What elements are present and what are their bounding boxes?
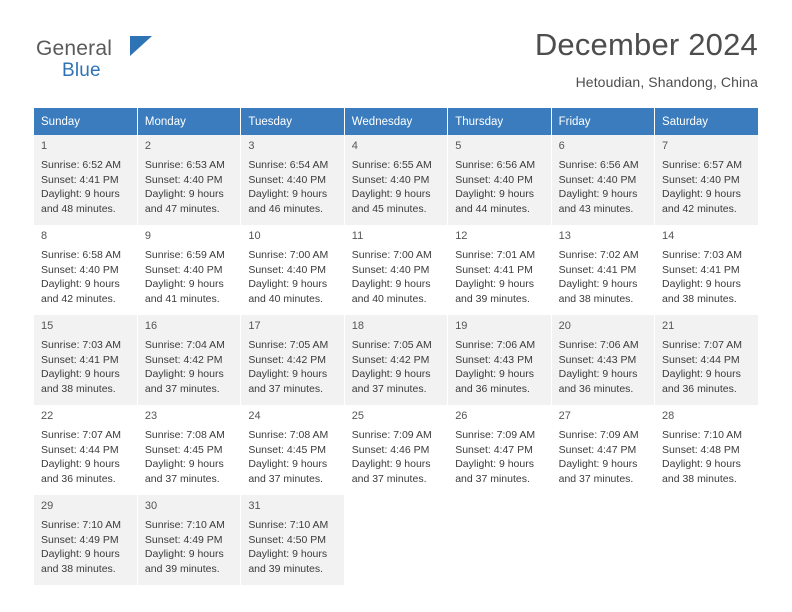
day-detail-line: Sunset: 4:42 PM — [144, 353, 223, 366]
day-detail-line: Sunset: 4:41 PM — [41, 173, 119, 186]
calendar-day-cell — [551, 405, 654, 495]
day-detail-line: and 37 minutes. — [351, 383, 427, 396]
day-number: 26 — [455, 410, 468, 422]
calendar-week-row — [34, 315, 758, 405]
day-number: 3 — [248, 140, 255, 152]
day-number: 11 — [351, 230, 364, 242]
day-detail-line: Sunset: 4:42 PM — [248, 353, 326, 366]
calendar-day-cell — [655, 315, 758, 405]
calendar-day-cell-empty — [344, 495, 447, 585]
day-detail-line: and 37 minutes. — [248, 473, 324, 486]
calendar-day-cell — [241, 315, 344, 405]
calendar-day-cell — [137, 405, 240, 495]
day-detail-line: Daylight: 9 hours — [351, 368, 431, 381]
day-detail-line: and 40 minutes. — [351, 293, 427, 306]
calendar-day-cell — [344, 225, 447, 315]
day-detail-line: Sunrise: 7:10 AM — [41, 518, 121, 531]
day-detail-line: Sunset: 4:40 PM — [455, 173, 533, 186]
day-detail-line: Daylight: 9 hours — [662, 368, 741, 381]
calendar-week-row — [34, 405, 758, 495]
day-detail-line: and 38 minutes. — [41, 563, 116, 576]
day-detail-line: Sunset: 4:49 PM — [41, 533, 119, 546]
calendar-body — [34, 135, 758, 585]
calendar-day-cell — [551, 315, 654, 405]
day-detail-line: and 38 minutes. — [558, 293, 634, 306]
calendar-day-cell — [344, 405, 447, 495]
day-number: 20 — [558, 320, 571, 332]
day-detail-line: and 37 minutes. — [144, 473, 220, 486]
calendar-day-cell — [34, 315, 137, 405]
day-detail-line: Daylight: 9 hours — [248, 188, 328, 201]
day-detail-line: Daylight: 9 hours — [41, 458, 120, 471]
calendar-day-cell — [448, 135, 551, 225]
day-detail-line: Sunset: 4:43 PM — [455, 353, 533, 366]
calendar-day-cell — [137, 315, 240, 405]
calendar-day-cell — [344, 315, 447, 405]
day-detail-line: Daylight: 9 hours — [455, 278, 534, 291]
day-detail-line: Sunrise: 7:00 AM — [248, 248, 329, 261]
day-detail-line: Sunrise: 7:10 AM — [662, 428, 742, 441]
page-header — [34, 28, 758, 94]
calendar-day-cell — [137, 135, 240, 225]
day-detail-line: Daylight: 9 hours — [662, 188, 741, 201]
day-detail-line: Daylight: 9 hours — [248, 548, 328, 561]
calendar-day-cell — [137, 225, 240, 315]
day-number: 1 — [41, 140, 48, 152]
day-detail-line: and 37 minutes. — [455, 473, 530, 486]
day-number: 2 — [144, 140, 152, 152]
day-detail-line: Sunset: 4:44 PM — [662, 353, 740, 366]
calendar-day-cell — [448, 405, 551, 495]
day-detail-line: Sunrise: 6:59 AM — [144, 248, 225, 261]
day-detail-line: and 45 minutes. — [351, 203, 427, 216]
calendar-day-cell-empty — [655, 495, 758, 585]
page-title: December 2024 — [534, 27, 758, 62]
day-detail-line: Sunrise: 7:07 AM — [662, 338, 742, 351]
day-number: 14 — [662, 230, 675, 242]
day-detail-line: Sunrise: 7:01 AM — [455, 248, 536, 261]
day-detail-line: and 48 minutes. — [41, 203, 116, 216]
day-detail-line: Daylight: 9 hours — [455, 368, 534, 381]
day-detail-line: and 36 minutes. — [662, 383, 737, 396]
day-detail-line: and 36 minutes. — [558, 383, 634, 396]
day-detail-line: Sunrise: 6:54 AM — [248, 158, 329, 171]
day-detail-line: and 38 minutes. — [662, 293, 737, 306]
day-detail-line: and 42 minutes. — [662, 203, 737, 216]
weekday-header-tuesday: Tuesday — [241, 108, 344, 135]
day-detail-line: Sunrise: 7:03 AM — [662, 248, 742, 261]
weekday-header-row — [34, 108, 758, 135]
day-detail-line: Daylight: 9 hours — [558, 278, 638, 291]
day-detail-line: and 37 minutes. — [144, 383, 220, 396]
calendar-week-row — [34, 225, 758, 315]
day-detail-line: and 39 minutes. — [455, 293, 530, 306]
day-detail-line: Sunset: 4:40 PM — [351, 173, 430, 186]
calendar-day-cell — [34, 135, 137, 225]
day-number: 24 — [248, 410, 261, 422]
day-detail-line: Daylight: 9 hours — [351, 278, 431, 291]
day-detail-line: Sunrise: 7:06 AM — [455, 338, 536, 351]
day-detail-line: and 41 minutes. — [144, 293, 220, 306]
calendar-day-cell — [241, 135, 344, 225]
day-detail-line: Sunset: 4:46 PM — [351, 443, 430, 456]
day-detail-line: Sunrise: 6:56 AM — [558, 158, 639, 171]
day-number: 18 — [351, 320, 365, 332]
day-detail-line: Daylight: 9 hours — [455, 188, 534, 201]
day-number: 15 — [41, 320, 54, 332]
day-detail-line: Sunrise: 6:58 AM — [41, 248, 121, 261]
day-detail-line: Daylight: 9 hours — [351, 188, 431, 201]
calendar-day-cell — [34, 225, 137, 315]
day-detail-line: Daylight: 9 hours — [351, 458, 431, 471]
day-detail-line: Daylight: 9 hours — [248, 458, 328, 471]
day-detail-line: Sunset: 4:41 PM — [41, 353, 119, 366]
day-detail-line: Sunset: 4:45 PM — [144, 443, 223, 456]
day-detail-line: Daylight: 9 hours — [248, 368, 328, 381]
day-detail-line: and 40 minutes. — [248, 293, 324, 306]
day-detail-line: Sunset: 4:40 PM — [248, 263, 326, 276]
day-detail-line: Daylight: 9 hours — [662, 458, 741, 471]
day-detail-line: Sunrise: 6:56 AM — [455, 158, 536, 171]
day-detail-line: Daylight: 9 hours — [144, 548, 224, 561]
calendar-week-row — [34, 135, 758, 225]
day-number: 31 — [248, 500, 261, 512]
day-detail-line: Sunrise: 7:02 AM — [558, 248, 639, 261]
day-number: 4 — [351, 140, 358, 152]
day-detail-line: and 37 minutes. — [351, 473, 427, 486]
day-detail-line: Daylight: 9 hours — [558, 188, 638, 201]
day-detail-line: Sunset: 4:41 PM — [455, 263, 533, 276]
day-detail-line: Sunset: 4:40 PM — [662, 173, 740, 186]
day-number: 21 — [662, 320, 675, 332]
day-detail-line: Sunset: 4:40 PM — [351, 263, 430, 276]
calendar-day-cell — [655, 405, 758, 495]
day-detail-line: Sunset: 4:49 PM — [144, 533, 223, 546]
location-subtitle: Hetoudian, Shandong, China — [575, 74, 758, 91]
day-number: 22 — [41, 410, 54, 422]
day-detail-line: Sunset: 4:41 PM — [558, 263, 637, 276]
calendar-day-cell — [34, 495, 137, 585]
day-number: 29 — [41, 500, 54, 512]
day-detail-line: Sunset: 4:43 PM — [558, 353, 637, 366]
day-detail-line: Sunset: 4:47 PM — [558, 443, 637, 456]
day-number: 12 — [455, 230, 468, 242]
day-number: 5 — [455, 140, 462, 152]
day-number: 6 — [558, 140, 565, 152]
day-detail-line: Daylight: 9 hours — [41, 278, 120, 291]
day-detail-line: Sunrise: 7:08 AM — [144, 428, 225, 441]
day-number: 19 — [455, 320, 468, 332]
calendar-week-row — [34, 495, 758, 585]
day-detail-line: Daylight: 9 hours — [144, 278, 224, 291]
day-detail-line: Sunrise: 7:07 AM — [41, 428, 121, 441]
day-detail-line: and 36 minutes. — [455, 383, 530, 396]
triangle-logo-mark-icon — [130, 36, 152, 56]
day-number: 30 — [144, 500, 158, 512]
day-number: 8 — [41, 230, 48, 242]
calendar-day-cell-empty — [448, 495, 551, 585]
day-number: 25 — [351, 410, 365, 422]
day-detail-line: Sunrise: 7:03 AM — [41, 338, 121, 351]
day-detail-line: Daylight: 9 hours — [144, 458, 224, 471]
day-detail-line: Sunset: 4:40 PM — [144, 263, 223, 276]
calendar-day-cell-empty — [551, 495, 654, 585]
day-detail-line: Daylight: 9 hours — [455, 458, 534, 471]
day-detail-line: Daylight: 9 hours — [41, 548, 120, 561]
day-detail-line: and 36 minutes. — [41, 473, 116, 486]
logo-text-general: General — [36, 37, 113, 60]
calendar-day-cell — [137, 495, 240, 585]
day-number: 28 — [662, 410, 675, 422]
day-detail-line: Daylight: 9 hours — [662, 278, 741, 291]
weekday-header-thursday: Thursday — [448, 108, 551, 135]
day-detail-line: Daylight: 9 hours — [248, 278, 328, 291]
day-detail-line: Sunset: 4:48 PM — [662, 443, 740, 456]
day-detail-line: and 46 minutes. — [248, 203, 324, 216]
day-detail-line: Sunrise: 7:04 AM — [144, 338, 225, 351]
calendar-day-cell — [34, 405, 137, 495]
generalblue-logo — [36, 38, 112, 80]
day-number: 7 — [662, 140, 669, 152]
day-detail-line: and 44 minutes. — [455, 203, 530, 216]
day-detail-line: Sunset: 4:45 PM — [248, 443, 326, 456]
day-number: 17 — [248, 320, 261, 332]
day-detail-line: Sunrise: 7:06 AM — [558, 338, 639, 351]
calendar-day-cell — [344, 135, 447, 225]
day-detail-line: Sunset: 4:40 PM — [558, 173, 637, 186]
day-detail-line: Sunset: 4:47 PM — [455, 443, 533, 456]
day-detail-line: Sunrise: 7:05 AM — [351, 338, 432, 351]
day-number: 27 — [558, 410, 571, 422]
weekday-header-friday: Friday — [551, 108, 654, 135]
calendar-day-cell — [241, 405, 344, 495]
calendar-day-cell — [551, 135, 654, 225]
day-detail-line: and 47 minutes. — [144, 203, 220, 216]
day-detail-line: Sunset: 4:42 PM — [351, 353, 430, 366]
day-detail-line: Sunrise: 7:10 AM — [144, 518, 225, 531]
calendar-day-cell — [655, 225, 758, 315]
day-detail-line: Sunrise: 7:10 AM — [248, 518, 329, 531]
calendar-day-cell — [655, 135, 758, 225]
day-number: 9 — [144, 230, 152, 242]
day-detail-line: Sunset: 4:40 PM — [41, 263, 119, 276]
day-detail-line: and 39 minutes. — [248, 563, 324, 576]
day-detail-line: Daylight: 9 hours — [558, 368, 638, 381]
weekday-header-saturday: Saturday — [655, 108, 758, 135]
calendar-day-cell — [448, 225, 551, 315]
calendar-day-cell — [448, 315, 551, 405]
logo-text-blue: Blue — [62, 60, 101, 81]
day-detail-line: Sunrise: 7:09 AM — [558, 428, 639, 441]
day-detail-line: Daylight: 9 hours — [41, 188, 120, 201]
day-detail-line: Sunrise: 6:53 AM — [144, 158, 225, 171]
weekday-header-monday: Monday — [137, 108, 240, 135]
day-detail-line: and 39 minutes. — [144, 563, 220, 576]
day-detail-line: and 38 minutes. — [41, 383, 116, 396]
day-detail-line: Sunrise: 6:52 AM — [41, 158, 121, 171]
day-detail-line: Daylight: 9 hours — [558, 458, 638, 471]
day-detail-line: and 38 minutes. — [662, 473, 737, 486]
day-detail-line: Sunrise: 7:00 AM — [351, 248, 432, 261]
day-detail-line: and 42 minutes. — [41, 293, 116, 306]
day-detail-line: Sunset: 4:50 PM — [248, 533, 326, 546]
day-number: 23 — [144, 410, 158, 422]
day-detail-line: Sunrise: 7:09 AM — [455, 428, 536, 441]
day-detail-line: Sunrise: 7:05 AM — [248, 338, 329, 351]
day-detail-line: Sunset: 4:44 PM — [41, 443, 119, 456]
calendar-day-cell — [241, 225, 344, 315]
day-number: 13 — [558, 230, 571, 242]
day-number: 10 — [248, 230, 261, 242]
day-detail-line: and 37 minutes. — [248, 383, 324, 396]
weekday-header-sunday: Sunday — [34, 108, 137, 135]
day-detail-line: Daylight: 9 hours — [144, 368, 224, 381]
day-detail-line: Sunrise: 6:57 AM — [662, 158, 742, 171]
day-detail-line: Daylight: 9 hours — [41, 368, 120, 381]
day-detail-line: Sunset: 4:40 PM — [144, 173, 223, 186]
day-detail-line: Sunrise: 7:08 AM — [248, 428, 329, 441]
day-detail-line: Daylight: 9 hours — [144, 188, 224, 201]
day-detail-line: Sunset: 4:40 PM — [248, 173, 326, 186]
day-detail-line: and 37 minutes. — [558, 473, 634, 486]
day-number: 16 — [144, 320, 158, 332]
weekday-header-wednesday: Wednesday — [344, 108, 447, 135]
calendar-day-cell — [551, 225, 654, 315]
calendar-day-cell — [241, 495, 344, 585]
day-detail-line: Sunrise: 6:55 AM — [351, 158, 432, 171]
day-detail-line: Sunrise: 7:09 AM — [351, 428, 432, 441]
day-detail-line: Sunset: 4:41 PM — [662, 263, 740, 276]
calendar-table — [34, 108, 758, 585]
day-detail-line: and 43 minutes. — [558, 203, 634, 216]
